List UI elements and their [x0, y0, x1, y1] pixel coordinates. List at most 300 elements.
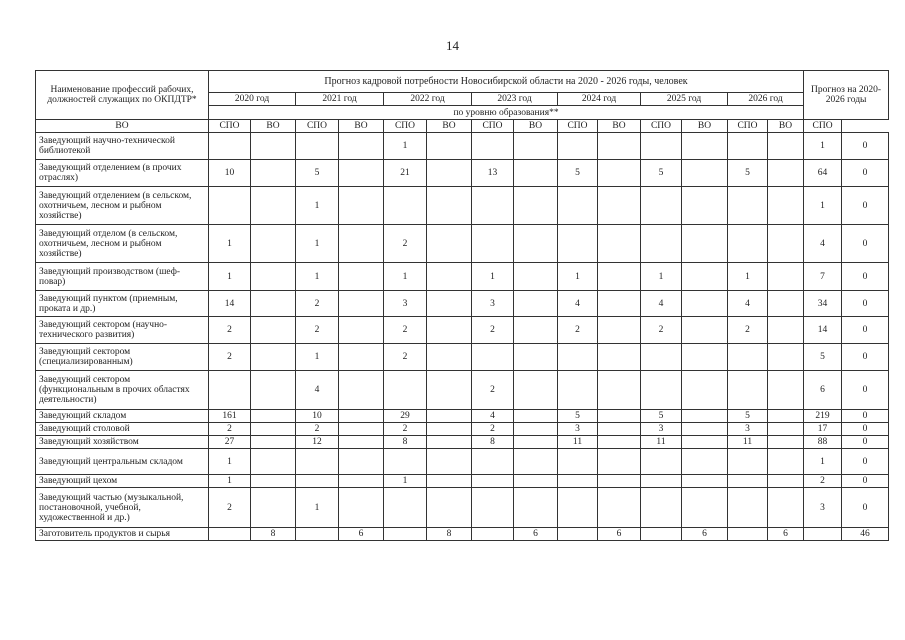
value-cell: 10: [296, 410, 339, 423]
value-cell: [472, 488, 514, 528]
value-cell: 1: [384, 133, 427, 160]
value-cell: [472, 187, 514, 225]
value-cell: 2: [209, 317, 251, 344]
header-year: 2022 год: [384, 93, 472, 106]
value-cell: [427, 291, 472, 317]
value-cell: [209, 371, 251, 410]
value-cell: [558, 133, 598, 160]
value-cell: [598, 423, 641, 436]
value-cell: [339, 291, 384, 317]
value-cell: [598, 160, 641, 187]
value-cell: [427, 423, 472, 436]
value-cell: [768, 263, 804, 291]
value-cell: [472, 133, 514, 160]
value-cell: [558, 371, 598, 410]
header-year: 2023 год: [472, 93, 558, 106]
value-cell: [641, 475, 682, 488]
value-cell: 64: [804, 160, 842, 187]
value-cell: [641, 187, 682, 225]
header-level-vo: ВО: [339, 120, 384, 133]
value-cell: [472, 475, 514, 488]
value-cell: [251, 423, 296, 436]
value-cell: 2: [384, 225, 427, 263]
value-cell: [682, 133, 728, 160]
value-cell: [339, 133, 384, 160]
value-cell: [768, 475, 804, 488]
value-cell: [427, 488, 472, 528]
value-cell: [598, 449, 641, 475]
value-cell: [384, 449, 427, 475]
value-cell: 1: [641, 263, 682, 291]
header-level-vo: ВО: [427, 120, 472, 133]
value-cell: [728, 225, 768, 263]
value-cell: 11: [728, 436, 768, 449]
header-forecast: Прогноз кадровой потребности Новосибирской области на 2020 - 2026 годы, человек: [209, 71, 804, 93]
value-cell: [728, 528, 768, 541]
value-cell: [339, 488, 384, 528]
profession-name: Заведующий научно-технической библиотекой: [36, 133, 209, 160]
value-cell: 4: [728, 291, 768, 317]
value-cell: 3: [641, 423, 682, 436]
value-cell: 2: [296, 291, 339, 317]
table-row: [36, 160, 889, 187]
value-cell: [514, 317, 558, 344]
value-cell: [768, 410, 804, 423]
value-cell: 0: [842, 423, 889, 436]
value-cell: [768, 187, 804, 225]
value-cell: [251, 133, 296, 160]
table-row: [36, 344, 889, 371]
value-cell: [728, 475, 768, 488]
value-cell: 1: [209, 263, 251, 291]
value-cell: [339, 187, 384, 225]
value-cell: [514, 263, 558, 291]
value-cell: [339, 263, 384, 291]
profession-name: Заведующий хозяйством: [36, 436, 209, 449]
value-cell: [598, 371, 641, 410]
value-cell: 4: [472, 410, 514, 423]
header-level-vo: ВО: [768, 120, 804, 133]
value-cell: [598, 263, 641, 291]
value-cell: 88: [804, 436, 842, 449]
profession-name: Заведующий сектором (научно-технического развития): [36, 317, 209, 344]
value-cell: 4: [804, 225, 842, 263]
value-cell: 2: [728, 317, 768, 344]
value-cell: [514, 371, 558, 410]
value-cell: 219: [804, 410, 842, 423]
header-year: 2025 год: [641, 93, 728, 106]
value-cell: [472, 225, 514, 263]
value-cell: [514, 291, 558, 317]
value-cell: [768, 133, 804, 160]
header-level-spo: СПО: [728, 120, 768, 133]
value-cell: 5: [728, 410, 768, 423]
value-cell: [598, 488, 641, 528]
profession-name: Заведующий отделением (в сельском, охотничьем, лесном и рыбном хозяйстве): [36, 187, 209, 225]
value-cell: [514, 423, 558, 436]
value-cell: 8: [384, 436, 427, 449]
value-cell: [427, 344, 472, 371]
value-cell: 2: [384, 344, 427, 371]
header-level-vo: ВО: [682, 120, 728, 133]
value-cell: [209, 528, 251, 541]
value-cell: [339, 449, 384, 475]
value-cell: [514, 475, 558, 488]
header-level-spo: СПО: [472, 120, 514, 133]
header-year: 2026 год: [728, 93, 804, 106]
value-cell: [728, 449, 768, 475]
value-cell: [209, 133, 251, 160]
value-cell: [768, 488, 804, 528]
value-cell: [296, 449, 339, 475]
value-cell: [682, 410, 728, 423]
value-cell: 2: [641, 317, 682, 344]
header-level-spo: СПО: [384, 120, 427, 133]
profession-name: Заведующий складом: [36, 410, 209, 423]
value-cell: [251, 317, 296, 344]
page-number: 14: [446, 38, 459, 53]
value-cell: [598, 410, 641, 423]
profession-name: Заведующий цехом: [36, 475, 209, 488]
value-cell: [514, 436, 558, 449]
value-cell: [427, 317, 472, 344]
profession-name: Заведующий центральным складом: [36, 449, 209, 475]
value-cell: [427, 133, 472, 160]
value-cell: [682, 475, 728, 488]
value-cell: 3: [728, 423, 768, 436]
value-cell: 17: [804, 423, 842, 436]
value-cell: [339, 317, 384, 344]
value-cell: [427, 187, 472, 225]
table-row: [36, 475, 889, 488]
header-level-vo: ВО: [598, 120, 641, 133]
header-year: 2024 год: [558, 93, 641, 106]
value-cell: 7: [804, 263, 842, 291]
value-cell: [641, 344, 682, 371]
value-cell: [641, 449, 682, 475]
header-level-spo: СПО: [296, 120, 339, 133]
value-cell: [682, 423, 728, 436]
value-cell: 21: [384, 160, 427, 187]
value-cell: 5: [558, 410, 598, 423]
value-cell: 1: [558, 263, 598, 291]
value-cell: [768, 291, 804, 317]
value-cell: 0: [842, 187, 889, 225]
value-cell: 0: [842, 371, 889, 410]
value-cell: 2: [472, 423, 514, 436]
value-cell: 5: [296, 160, 339, 187]
value-cell: 1: [384, 475, 427, 488]
value-cell: [682, 317, 728, 344]
value-cell: [682, 449, 728, 475]
table-row: [36, 317, 889, 344]
value-cell: [472, 528, 514, 541]
table-row: [36, 133, 889, 160]
value-cell: 1: [296, 344, 339, 371]
value-cell: [209, 187, 251, 225]
header-year: 2021 год: [296, 93, 384, 106]
value-cell: 1: [296, 187, 339, 225]
value-cell: [251, 344, 296, 371]
value-cell: [558, 344, 598, 371]
value-cell: [384, 528, 427, 541]
value-cell: 4: [558, 291, 598, 317]
value-cell: 0: [842, 317, 889, 344]
value-cell: 6: [682, 528, 728, 541]
value-cell: 1: [296, 488, 339, 528]
value-cell: 3: [472, 291, 514, 317]
value-cell: [804, 528, 842, 541]
value-cell: 2: [209, 344, 251, 371]
value-cell: 13: [472, 160, 514, 187]
value-cell: 5: [641, 160, 682, 187]
value-cell: 0: [842, 449, 889, 475]
value-cell: [251, 449, 296, 475]
value-cell: [339, 371, 384, 410]
header-level-spo: СПО: [804, 120, 842, 133]
value-cell: [641, 488, 682, 528]
header-level-spo: СПО: [558, 120, 598, 133]
value-cell: [558, 528, 598, 541]
value-cell: 0: [842, 475, 889, 488]
table-row: [36, 488, 889, 528]
value-cell: [598, 225, 641, 263]
value-cell: 4: [641, 291, 682, 317]
value-cell: [427, 449, 472, 475]
value-cell: [251, 488, 296, 528]
value-cell: [558, 475, 598, 488]
table-row: [36, 187, 889, 225]
value-cell: 6: [804, 371, 842, 410]
value-cell: [514, 133, 558, 160]
value-cell: [558, 449, 598, 475]
value-cell: 3: [558, 423, 598, 436]
value-cell: 12: [296, 436, 339, 449]
value-cell: 27: [209, 436, 251, 449]
profession-name: Заведующий отделением (в прочих отраслях): [36, 160, 209, 187]
table-row: [36, 528, 889, 541]
value-cell: 1: [209, 449, 251, 475]
value-cell: [296, 528, 339, 541]
value-cell: 8: [472, 436, 514, 449]
value-cell: 2: [384, 317, 427, 344]
value-cell: [472, 344, 514, 371]
value-cell: 2: [296, 317, 339, 344]
header-total: Прогноз на 2020-2026 годы: [804, 71, 889, 120]
value-cell: 2: [209, 423, 251, 436]
header-profession: Наименование профессий рабочих, должностей служащих по ОКПДТР*: [36, 71, 209, 120]
value-cell: [384, 371, 427, 410]
value-cell: 1: [296, 263, 339, 291]
table-row: [36, 436, 889, 449]
value-cell: 5: [804, 344, 842, 371]
value-cell: 14: [804, 317, 842, 344]
value-cell: 1: [209, 225, 251, 263]
value-cell: [339, 344, 384, 371]
table-row: [36, 371, 889, 410]
value-cell: [251, 160, 296, 187]
table-row: [36, 291, 889, 317]
value-cell: [768, 225, 804, 263]
value-cell: 3: [384, 291, 427, 317]
value-cell: 6: [339, 528, 384, 541]
value-cell: 3: [804, 488, 842, 528]
table-row: [36, 449, 889, 475]
value-cell: 46: [842, 528, 889, 541]
table-row: [36, 225, 889, 263]
value-cell: 8: [427, 528, 472, 541]
value-cell: [427, 410, 472, 423]
value-cell: [768, 436, 804, 449]
value-cell: [598, 475, 641, 488]
value-cell: 0: [842, 410, 889, 423]
table-row: [36, 423, 889, 436]
header-by-level: по уровню образования**: [209, 106, 804, 120]
value-cell: [251, 371, 296, 410]
value-cell: [427, 475, 472, 488]
value-cell: 161: [209, 410, 251, 423]
profession-name: Заведующий сектором (функциональным в прочих областях деятельности): [36, 371, 209, 410]
value-cell: 2: [209, 488, 251, 528]
value-cell: [472, 449, 514, 475]
value-cell: 1: [296, 225, 339, 263]
table-row: [36, 263, 889, 291]
value-cell: [728, 488, 768, 528]
value-cell: 1: [804, 187, 842, 225]
value-cell: 2: [472, 317, 514, 344]
value-cell: [339, 423, 384, 436]
profession-name: Заведующий столовой: [36, 423, 209, 436]
value-cell: 6: [514, 528, 558, 541]
value-cell: [598, 133, 641, 160]
value-cell: 0: [842, 160, 889, 187]
header-level-spo: СПО: [641, 120, 682, 133]
value-cell: [558, 488, 598, 528]
value-cell: 11: [641, 436, 682, 449]
value-cell: [251, 410, 296, 423]
value-cell: 4: [296, 371, 339, 410]
value-cell: 2: [384, 423, 427, 436]
table-row: [36, 410, 889, 423]
value-cell: [641, 133, 682, 160]
value-cell: 0: [842, 225, 889, 263]
value-cell: 1: [472, 263, 514, 291]
value-cell: 2: [804, 475, 842, 488]
value-cell: 10: [209, 160, 251, 187]
value-cell: [339, 225, 384, 263]
value-cell: [514, 410, 558, 423]
value-cell: [768, 344, 804, 371]
value-cell: 8: [251, 528, 296, 541]
value-cell: [682, 225, 728, 263]
value-cell: [728, 133, 768, 160]
profession-name: Заведующий пунктом (приемным, проката и др.): [36, 291, 209, 317]
profession-name: Заготовитель продуктов и сырья: [36, 528, 209, 541]
value-cell: [339, 475, 384, 488]
value-cell: [251, 436, 296, 449]
profession-name: Заведующий частью (музыкальной, постановочной, учебной, художественной и др.): [36, 488, 209, 528]
workforce-forecast-table: [35, 70, 889, 541]
header-level-vo: ВО: [251, 120, 296, 133]
value-cell: [251, 225, 296, 263]
value-cell: [682, 160, 728, 187]
value-cell: 2: [472, 371, 514, 410]
value-cell: [728, 344, 768, 371]
value-cell: [682, 371, 728, 410]
value-cell: [728, 371, 768, 410]
value-cell: [427, 436, 472, 449]
value-cell: 5: [558, 160, 598, 187]
value-cell: [296, 133, 339, 160]
value-cell: [682, 436, 728, 449]
value-cell: [598, 317, 641, 344]
value-cell: [514, 344, 558, 371]
value-cell: [339, 410, 384, 423]
value-cell: 6: [768, 528, 804, 541]
value-cell: [427, 225, 472, 263]
header-year: 2020 год: [209, 93, 296, 106]
value-cell: 11: [558, 436, 598, 449]
value-cell: [682, 344, 728, 371]
value-cell: [514, 160, 558, 187]
value-cell: [251, 475, 296, 488]
value-cell: [251, 263, 296, 291]
value-cell: [768, 449, 804, 475]
value-cell: 0: [842, 263, 889, 291]
value-cell: [427, 371, 472, 410]
value-cell: [558, 225, 598, 263]
value-cell: 6: [598, 528, 641, 541]
value-cell: [427, 160, 472, 187]
value-cell: [339, 160, 384, 187]
value-cell: [598, 344, 641, 371]
value-cell: [427, 263, 472, 291]
value-cell: [598, 291, 641, 317]
value-cell: 1: [728, 263, 768, 291]
profession-name: Заведующий отделом (в сельском, охотничьем, лесном и рыбном хозяйстве): [36, 225, 209, 263]
value-cell: 1: [804, 133, 842, 160]
value-cell: [514, 488, 558, 528]
value-cell: 1: [804, 449, 842, 475]
value-cell: 5: [728, 160, 768, 187]
value-cell: [251, 291, 296, 317]
value-cell: [384, 488, 427, 528]
header-level-vo: ВО: [514, 120, 558, 133]
value-cell: [768, 317, 804, 344]
value-cell: [598, 436, 641, 449]
value-cell: [251, 187, 296, 225]
value-cell: [514, 449, 558, 475]
value-cell: [641, 528, 682, 541]
value-cell: 2: [296, 423, 339, 436]
value-cell: [682, 263, 728, 291]
value-cell: 0: [842, 344, 889, 371]
value-cell: [641, 225, 682, 263]
value-cell: 1: [384, 263, 427, 291]
value-cell: [768, 423, 804, 436]
value-cell: [514, 225, 558, 263]
value-cell: [682, 291, 728, 317]
value-cell: 2: [558, 317, 598, 344]
value-cell: [296, 475, 339, 488]
value-cell: [514, 187, 558, 225]
value-cell: 1: [209, 475, 251, 488]
value-cell: 29: [384, 410, 427, 423]
value-cell: 0: [842, 488, 889, 528]
value-cell: 0: [842, 133, 889, 160]
header-level-spo: СПО: [209, 120, 251, 133]
profession-name: Заведующий производством (шеф-повар): [36, 263, 209, 291]
